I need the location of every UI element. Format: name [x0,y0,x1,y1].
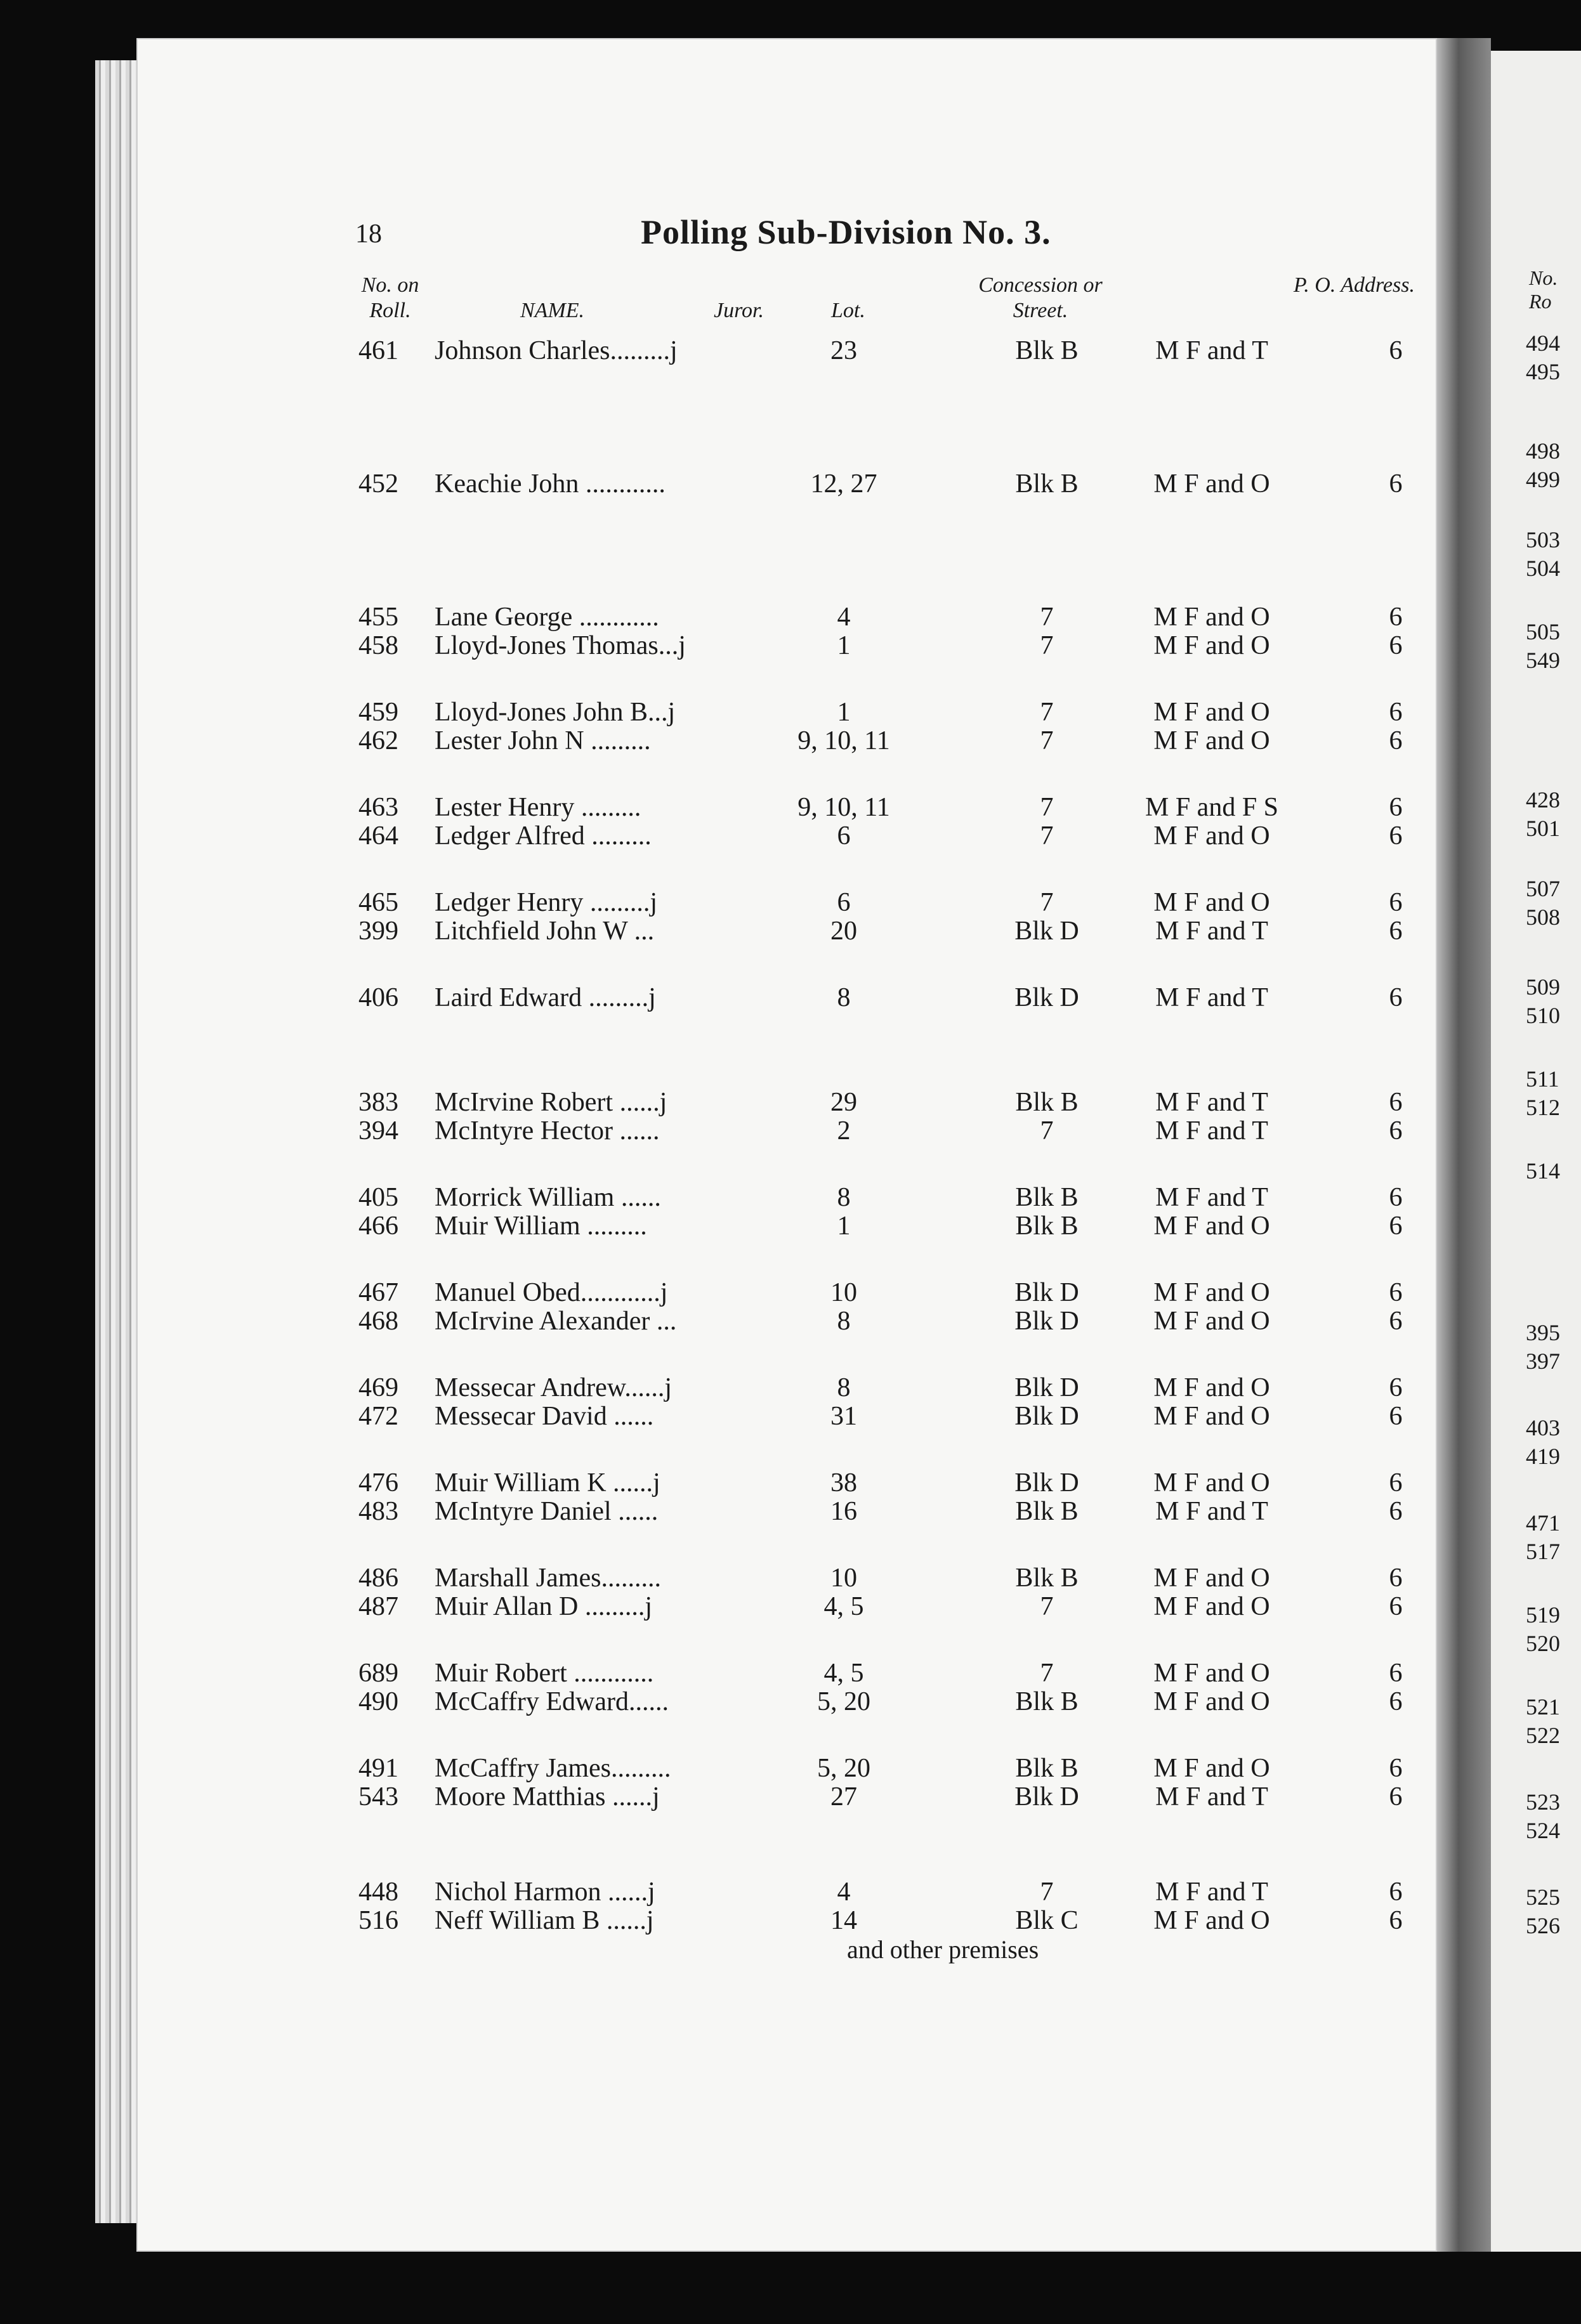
lot-number: 8 [837,983,851,1012]
concession: Blk B [1015,1183,1079,1212]
qualification: M F and O [1153,726,1270,755]
qualification: M F and O [1153,1754,1270,1783]
concession: Blk B [1015,1497,1079,1526]
header-juror: Juror. [714,299,764,322]
qualification: M F and O [1153,1402,1270,1431]
voter-name: McIrvine Robert ......j [435,1088,667,1117]
table-row [0,1563,1437,1593]
concession: 7 [1040,726,1054,755]
table-row [0,1088,1437,1117]
facing-roll-number: 517 [1526,1539,1560,1564]
roll-number: 455 [358,603,398,632]
lot-number: 23 [830,336,857,365]
po-address: 6 [1389,1659,1403,1688]
concession: 7 [1040,631,1054,660]
concession: 7 [1040,1592,1054,1621]
voter-name: Marshall James......... [435,1563,661,1593]
po-address: 6 [1389,603,1403,632]
lot-number: 31 [830,1402,857,1431]
qualification: M F and O [1153,1906,1270,1935]
concession: Blk B [1015,1687,1079,1716]
po-address: 6 [1389,698,1403,727]
po-address: 6 [1389,1754,1403,1783]
facing-roll-number: 501 [1526,816,1560,841]
concession: 7 [1040,1877,1054,1907]
qualification: M F and T [1155,1877,1268,1907]
facing-roll-number: 505 [1526,619,1560,644]
concession: Blk D [1014,1307,1079,1336]
table-row [0,1877,1437,1907]
roll-number: 458 [358,631,398,660]
roll-number: 483 [358,1497,398,1526]
po-address: 6 [1389,983,1403,1012]
qualification: M F and O [1153,1687,1270,1716]
voter-name: Ledger Henry .........j [435,888,658,917]
concession: Blk B [1015,1563,1079,1593]
voter-name: Muir Allan D .........j [435,1592,652,1621]
table-row [0,1906,1437,1935]
table-row [0,1468,1437,1498]
lot-number: 16 [830,1497,857,1526]
qualification: M F and T [1155,917,1268,946]
concession: 7 [1040,888,1054,917]
qualification: M F and O [1153,1592,1270,1621]
qualification: M F and O [1153,1373,1270,1402]
facing-roll-number: 525 [1526,1884,1560,1910]
table-row [0,469,1437,499]
facing-page-header: No. Ro [1529,266,1558,313]
voter-name: Muir William ......... [435,1211,647,1241]
lot-number: 38 [830,1468,857,1498]
lot-number: 9, 10, 11 [797,726,890,755]
concession: Blk D [1014,1402,1079,1431]
facing-roll-number: 519 [1526,1602,1560,1628]
voter-name: Keachie John ............ [435,469,666,499]
header-name: NAME. [520,299,585,322]
roll-number: 452 [358,469,398,499]
qualification: M F and T [1155,1782,1268,1812]
roll-number: 394 [358,1116,398,1146]
po-address: 6 [1389,1307,1403,1336]
roll-number: 689 [358,1659,398,1688]
po-address: 6 [1389,1877,1403,1907]
concession: Blk B [1015,1754,1079,1783]
concession: Blk B [1015,336,1079,365]
voter-name: Messecar David ...... [435,1402,654,1431]
qualification: M F and O [1153,1307,1270,1336]
facing-roll-number: 504 [1526,556,1560,581]
po-address: 6 [1389,1687,1403,1716]
qualification: M F and O [1153,603,1270,632]
qualification: M F and O [1153,888,1270,917]
lot-number: 14 [830,1906,857,1935]
table-row [0,1687,1437,1716]
table-row [0,726,1437,755]
voter-name: Neff William B ......j [435,1906,654,1935]
lot-number: 1 [837,698,851,727]
qualification: M F and O [1153,1278,1270,1307]
voter-name: Muir Robert ............ [435,1659,654,1688]
roll-number: 464 [358,821,398,851]
facing-roll-number: 395 [1526,1320,1560,1345]
roll-number: 405 [358,1183,398,1212]
roll-number: 490 [358,1687,398,1716]
facing-roll-number: 428 [1526,787,1560,813]
qualification: M F and O [1153,1468,1270,1498]
lot-number: 20 [830,917,857,946]
table-row [0,1373,1437,1402]
lot-number: 6 [837,888,851,917]
roll-number: 543 [358,1782,398,1812]
roll-number: 468 [358,1307,398,1336]
facing-roll-number: 499 [1526,467,1560,492]
voter-name: McIntyre Hector ...... [435,1116,660,1146]
po-address: 6 [1389,1563,1403,1593]
roll-number: 448 [358,1877,398,1907]
lot-number: 27 [830,1782,857,1812]
lot-number: 1 [837,1211,851,1241]
voter-name: Lloyd-Jones Thomas...j [435,631,686,660]
po-address: 6 [1389,1497,1403,1526]
roll-number: 463 [358,793,398,822]
roll-number: 491 [358,1754,398,1783]
facing-roll-number: 503 [1526,527,1560,552]
facing-roll-number: 510 [1526,1003,1560,1028]
facing-roll-number: 522 [1526,1723,1560,1748]
qualification: M F and O [1153,821,1270,851]
facing-roll-number: 549 [1526,648,1560,673]
concession: 7 [1040,698,1054,727]
roll-number: 469 [358,1373,398,1402]
lot-number: 8 [837,1183,851,1212]
lot-number: 2 [837,1116,851,1146]
table-row [0,1402,1437,1431]
voter-name: Litchfield John W ... [435,917,655,946]
po-address: 6 [1389,821,1403,851]
qualification: M F and F S [1145,793,1279,822]
roll-number: 466 [358,1211,398,1241]
voter-name: Johnson Charles.........j [435,336,678,365]
concession: Blk B [1015,1211,1079,1241]
table-row [0,983,1437,1012]
roll-number: 406 [358,983,398,1012]
concession: 7 [1040,1116,1054,1146]
roll-number: 467 [358,1278,398,1307]
lot-number: 5, 20 [817,1687,870,1716]
concession: Blk D [1014,1468,1079,1498]
concession: 7 [1040,821,1054,851]
table-row [0,1183,1437,1212]
lot-number: 4 [837,603,851,632]
lot-number: 29 [830,1088,857,1117]
facing-roll-number: 514 [1526,1158,1560,1184]
po-address: 6 [1389,1088,1403,1117]
facing-roll-number: 471 [1526,1510,1560,1536]
table-row [0,1278,1437,1307]
roll-number: 476 [358,1468,398,1498]
concession: Blk D [1014,917,1079,946]
facing-roll-number: 419 [1526,1444,1560,1469]
voter-name: Lester Henry ......... [435,793,641,822]
concession: Blk D [1014,1278,1079,1307]
facing-roll-number: 495 [1526,359,1560,384]
table-row [0,917,1437,946]
voter-name: Ledger Alfred ......... [435,821,652,851]
table-row [0,603,1437,632]
table-row [0,1211,1437,1241]
facing-roll-number: 526 [1526,1913,1560,1938]
table-row [0,336,1437,365]
roll-number: 461 [358,336,398,365]
po-address: 6 [1389,1373,1403,1402]
facing-roll-number: 523 [1526,1789,1560,1815]
lot-number: 10 [830,1278,857,1307]
lot-number: 8 [837,1307,851,1336]
facing-roll-number: 511 [1526,1066,1559,1092]
po-address: 6 [1389,1402,1403,1431]
voter-name: Lester John N ......... [435,726,651,755]
qualification: M F and O [1153,1563,1270,1593]
qualification: M F and O [1153,1211,1270,1241]
facing-roll-number: 508 [1526,904,1560,930]
facing-roll-number: 521 [1526,1694,1560,1720]
concession: Blk B [1015,1088,1079,1117]
po-address: 6 [1389,888,1403,917]
qualification: M F and O [1153,469,1270,499]
voter-name: McCaffry James......... [435,1754,671,1783]
voter-name: Morrick William ...... [435,1183,661,1212]
qualification: M F and T [1155,336,1268,365]
roll-number: 516 [358,1906,398,1935]
po-address: 6 [1389,1211,1403,1241]
lot-number: 4, 5 [823,1659,864,1688]
lot-number: 5, 20 [817,1754,870,1783]
roll-number: 487 [358,1592,398,1621]
table-row [0,1307,1437,1336]
table-row [0,1782,1437,1812]
footnote-other-premises: and other premises [847,1935,1039,1964]
page-title: Polling Sub-Division No. 3. [641,213,1051,251]
po-address: 6 [1389,1468,1403,1498]
concession: 7 [1040,793,1054,822]
voter-name: Moore Matthias ......j [435,1782,660,1812]
table-row [0,1116,1437,1146]
qualification: M F and T [1155,1497,1268,1526]
table-row [0,1592,1437,1621]
table-row [0,821,1437,851]
po-address: 6 [1389,917,1403,946]
lot-number: 12, 27 [810,469,877,499]
table-row [0,1659,1437,1688]
qualification: M F and T [1155,1116,1268,1146]
concession: Blk D [1014,1373,1079,1402]
concession: 7 [1040,1659,1054,1688]
roll-number: 459 [358,698,398,727]
po-address: 6 [1389,1278,1403,1307]
lot-number: 4, 5 [823,1592,864,1621]
lot-number: 10 [830,1563,857,1593]
qualification: M F and O [1153,631,1270,660]
table-row [0,888,1437,917]
facing-roll-number: 520 [1526,1631,1560,1656]
table-row [0,1754,1437,1783]
facing-roll-number: 512 [1526,1095,1560,1120]
lot-number: 1 [837,631,851,660]
facing-roll-number: 507 [1526,876,1560,901]
page-number: 18 [355,219,382,249]
roll-number: 399 [358,917,398,946]
voter-name: Manuel Obed............j [435,1278,668,1307]
voter-name: Muir William K ......j [435,1468,660,1498]
po-address: 6 [1389,1592,1403,1621]
qualification: M F and T [1155,1088,1268,1117]
voter-name: McCaffry Edward...... [435,1687,669,1716]
voter-name: Lane George ............ [435,603,659,632]
table-row [0,793,1437,822]
po-address: 6 [1389,336,1403,365]
table-row [0,1497,1437,1526]
concession: Blk C [1015,1906,1079,1935]
lot-number: 6 [837,821,851,851]
qualification: M F and O [1153,698,1270,727]
concession: 7 [1040,603,1054,632]
po-address: 6 [1389,1116,1403,1146]
lot-number: 4 [837,1877,851,1907]
roll-number: 462 [358,726,398,755]
facing-roll-number: 403 [1526,1415,1560,1440]
voter-name: McIntyre Daniel ...... [435,1497,659,1526]
po-address: 6 [1389,1183,1403,1212]
header-lot: Lot. [831,299,865,322]
concession: Blk D [1014,1782,1079,1812]
po-address: 6 [1389,1782,1403,1812]
po-address: 6 [1389,726,1403,755]
facing-roll-number: 509 [1526,974,1560,1000]
concession: Blk D [1014,983,1079,1012]
roll-number: 472 [358,1402,398,1431]
table-row [0,698,1437,727]
lot-number: 8 [837,1373,851,1402]
po-address: 6 [1389,793,1403,822]
book-gutter [1437,38,1491,2252]
facing-roll-number: 524 [1526,1818,1560,1843]
concession: Blk B [1015,469,1079,499]
header-no-on-roll: No. on Roll. [361,273,419,322]
qualification: M F and T [1155,983,1268,1012]
lot-number: 9, 10, 11 [797,793,890,822]
po-address: 6 [1389,631,1403,660]
facing-roll-number: 498 [1526,438,1560,464]
po-address: 6 [1389,1906,1403,1935]
voter-name: Laird Edward .........j [435,983,656,1012]
po-address: 6 [1389,469,1403,499]
facing-roll-number: 397 [1526,1348,1560,1374]
qualification: M F and O [1153,1659,1270,1688]
roll-number: 486 [358,1563,398,1593]
header-concession: Concession or Street. [978,273,1103,322]
voter-name: McIrvine Alexander ... [435,1307,677,1336]
roll-number: 383 [358,1088,398,1117]
facing-roll-number: 494 [1526,330,1560,356]
qualification: M F and T [1155,1183,1268,1212]
roll-number: 465 [358,888,398,917]
voter-name: Lloyd-Jones John B...j [435,698,676,727]
voter-name: Nichol Harmon ......j [435,1877,655,1907]
header-po-address: P. O. Address. [1293,273,1415,297]
voter-name: Messecar Andrew......j [435,1373,672,1402]
table-row [0,631,1437,660]
